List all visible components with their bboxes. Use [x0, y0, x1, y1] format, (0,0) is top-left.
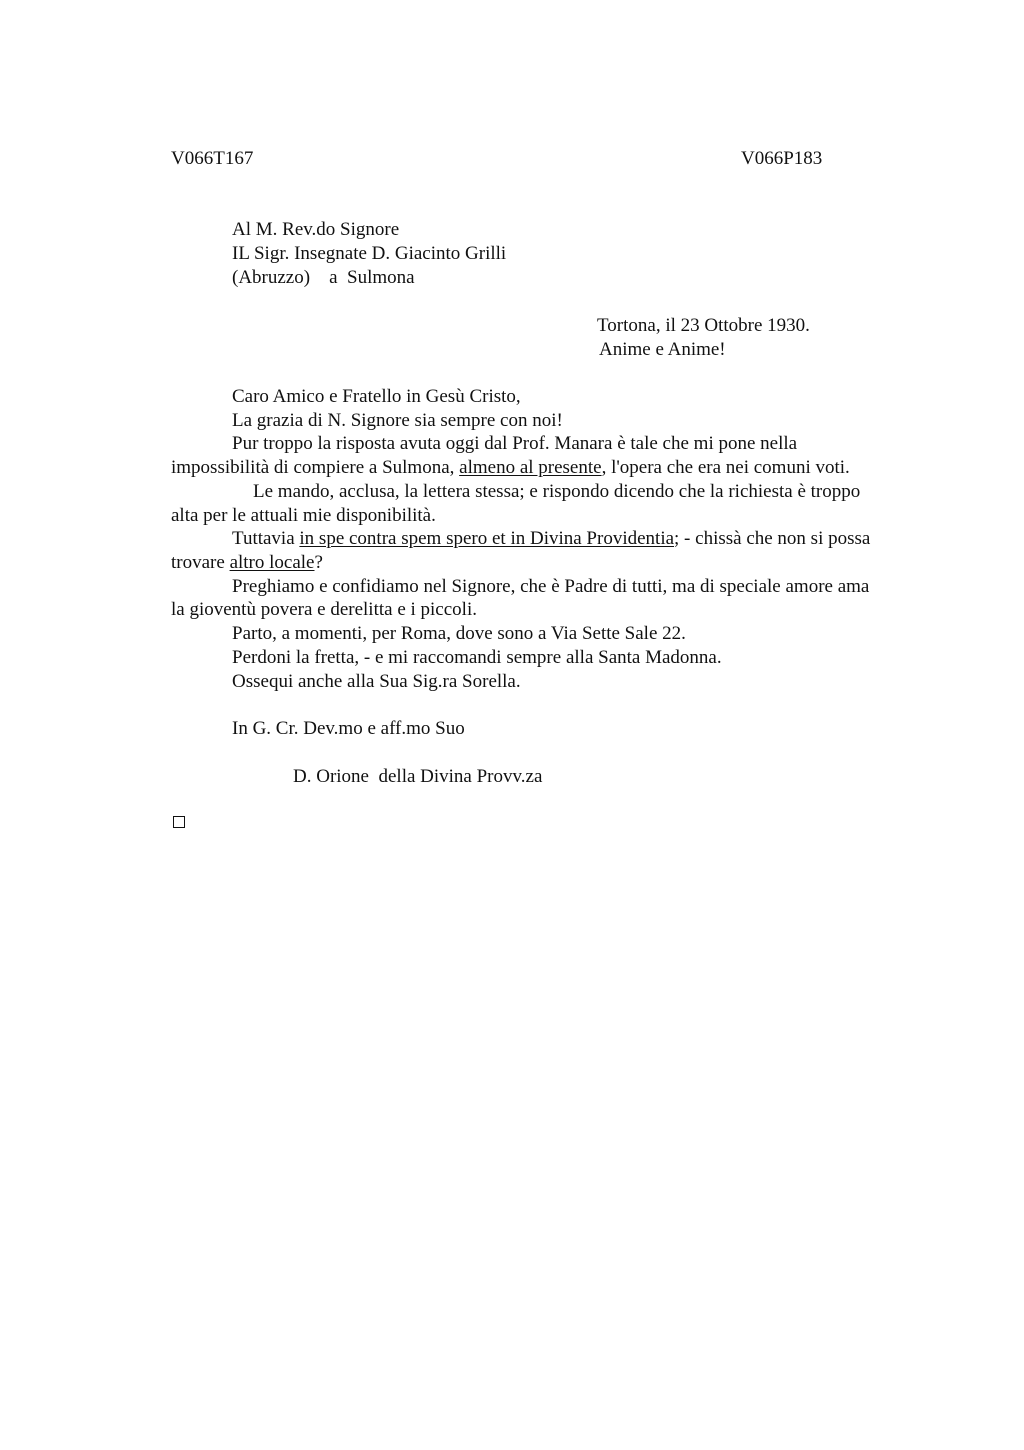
underlined-phrase: almeno al presente	[459, 457, 602, 478]
document-code-right: V066P183	[741, 148, 823, 169]
paragraph-4-line-1: Preghiamo e confidiamo nel Signore, che è Padre di tutti, ma di speciale amore ama	[232, 576, 870, 597]
date-line: Tortona, il 23 Ottobre 1930.	[597, 315, 810, 336]
closing-line: In G. Cr. Dev.mo e aff.mo Suo	[232, 718, 465, 739]
greeting: La grazia di N. Signore sia sempre con noi!	[232, 410, 563, 431]
text-run: trovare	[171, 552, 230, 573]
address-line-2: IL Sigr. Insegnate D. Giacinto Grilli	[232, 243, 507, 264]
paragraph-7: Ossequi anche alla Sua Sig.ra Sorella.	[232, 671, 521, 692]
paragraph-6: Perdoni la fretta, - e mi raccomandi sempre alla Santa Madonna.	[232, 647, 722, 668]
text-run: impossibilità di compiere a Sulmona,	[171, 457, 460, 478]
underlined-phrase: in spe contra spem spero et in Divina Providentia	[299, 528, 675, 549]
signature: D. Orione della Divina Provv.za	[293, 766, 543, 787]
paragraph-3-line-2	[171, 551, 323, 575]
paragraph-3-line-1	[232, 527, 870, 551]
paragraph-1-line-2	[171, 456, 850, 480]
document-code-left: V066T167	[171, 148, 254, 169]
text-run: ; - chissà che non si possa	[674, 528, 871, 549]
text-run: Tuttavia	[232, 528, 300, 549]
motto-line: Anime e Anime!	[599, 339, 726, 360]
underlined-phrase: altro locale	[229, 552, 315, 573]
text-run: ?	[314, 552, 323, 573]
paragraph-4-line-2: la gioventù povera e derelitta e i piccoli.	[171, 599, 477, 620]
paragraph-5: Parto, a momenti, per Roma, dove sono a Via Sette Sale 22.	[232, 623, 686, 644]
salutation: Caro Amico e Fratello in Gesù Cristo,	[232, 386, 521, 407]
text-run: , l'opera che era nei comuni voti.	[601, 457, 850, 478]
end-square-icon	[173, 816, 185, 828]
address-line-3: (Abruzzo) a Sulmona	[232, 267, 415, 288]
address-line-1: Al M. Rev.do Signore	[232, 219, 400, 240]
paragraph-2-line-1: Le mando, acclusa, la lettera stessa; e rispondo dicendo che la richiesta è troppo	[253, 481, 861, 502]
paragraph-2-line-2: alta per le attuali mie disponibilità.	[171, 505, 436, 526]
paragraph-1-line-1: Pur troppo la risposta avuta oggi dal Prof. Manara è tale che mi pone nella	[232, 433, 798, 454]
